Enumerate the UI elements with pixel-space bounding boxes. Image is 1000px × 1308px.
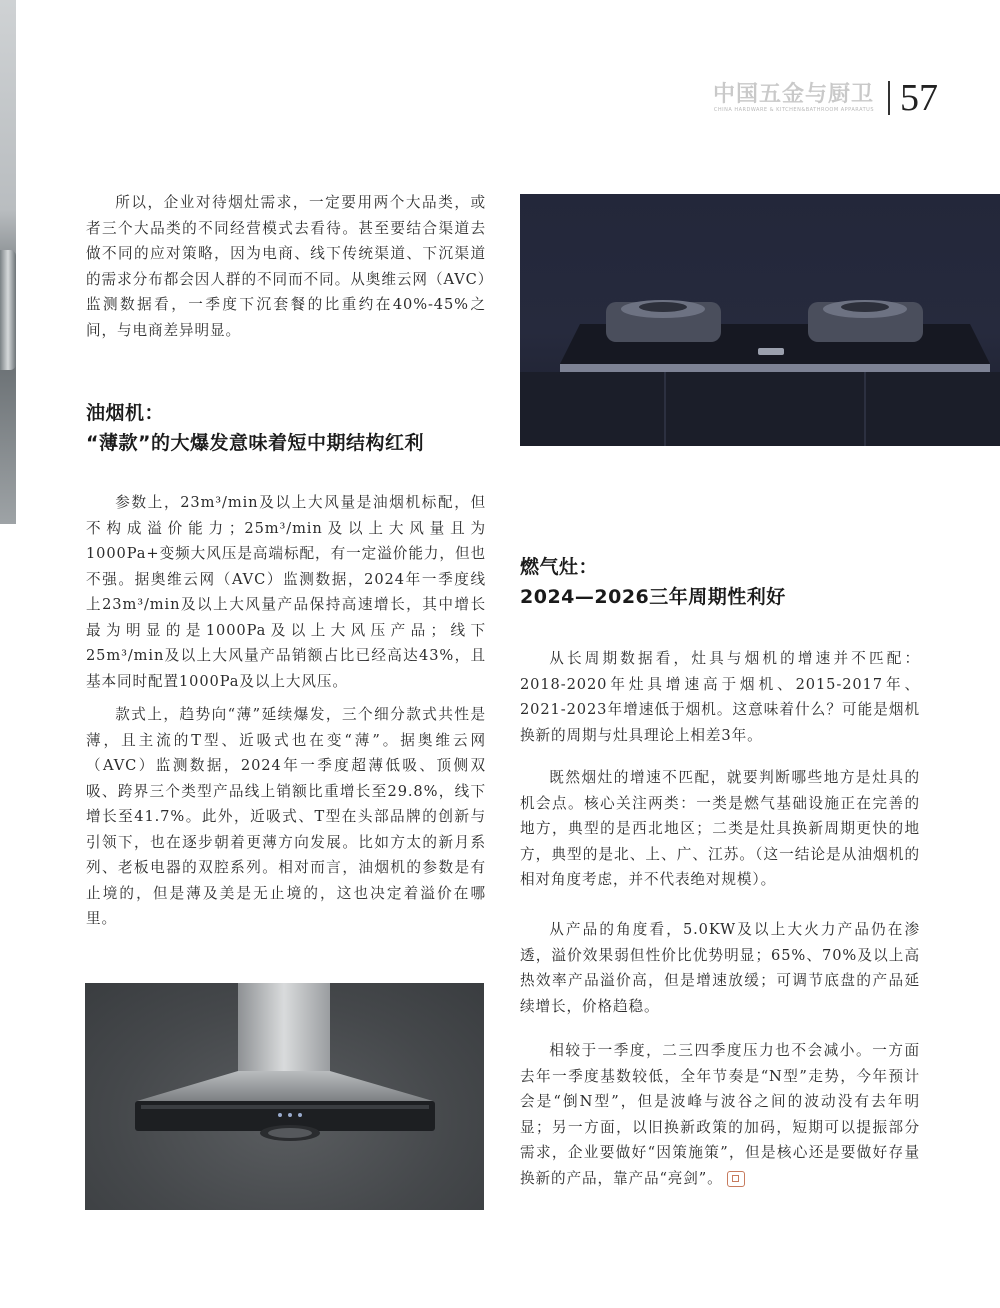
stove-heading-line1: 燃气灶： — [520, 556, 599, 578]
magazine-logo — [713, 83, 874, 113]
stove-paragraph-3: 从产品的角度看，5.0KW及以上大火力产品仍在渗透，溢价效果弱但性价比优势明显；65%、70%及以上高热效率产品溢价高，但是增速放缓；可调节底盘的产品延续增长，价格趋稳。 — [520, 921, 920, 1015]
hood-heading-line2: “薄款”的大爆发意味着短中期结构红利 — [86, 432, 424, 454]
header-divider — [888, 81, 890, 115]
range-hood-illustration — [85, 983, 484, 1210]
page-number: 57 — [900, 77, 938, 119]
end-mark-icon — [727, 1171, 745, 1187]
stove-heading-line2: 2024—2026三年周期性利好 — [520, 586, 786, 608]
logo-text: 中国五金与厨卫 — [712, 82, 874, 107]
logo-subtitle: CHINA HARDWARE & KITCHEN&BATHROOM APPARATUS — [713, 107, 874, 113]
stove-paragraph-2: 既然烟灶的增速不匹配，就要判断哪些地方是灶具的机会点。核心关注两类：一类是燃气基础设施正在完善的地方，典型的是西北地区；二类是灶具换新周期更快的地方，典型的是北、上、广、江苏。（这一结论是从油烟机的相对角度考虑，并不代表绝对规模）。 — [520, 769, 920, 888]
hood-heading-line1: 油烟机： — [86, 402, 165, 424]
page-header — [713, 78, 938, 118]
gas-stove-photo — [520, 194, 1000, 446]
stove-heading — [520, 552, 970, 612]
intro-paragraph: 所以，企业对待烟灶需求，一定要用两个大品类，或者三个大品类的不同经营模式去看待。甚至要结合渠道去做不同的应对策略，因为电商、线下传统渠道、下沉渠道的需求分布都会因人群的不同而不同。从奥维云网（AVC）监测数据看，一季度下沉套餐的比重约在40%-45%之间，与电商差异明显。 — [86, 194, 486, 339]
range-hood-photo — [85, 983, 484, 1210]
stove-paragraph-4-text: 相较于一季度，二三四季度压力也不会减小。一方面去年一季度基数较低，全年节奏是“N型”走势，今年预计会是“倒N型”，但是波峰与波谷之间的波动没有去年明显；另一方面，以旧换新政策的加码，短期可以提振部分需求，企业要做好“因策施策”，但是核心还是要做好存量换新的产品，靠产品“亮剑”。 — [520, 1042, 920, 1187]
hood-heading — [86, 398, 496, 458]
hood-paragraph-2: 款式上，趋势向“薄”延续爆发，三个细分款式共性是薄，且主流的T型、近吸式也在变“薄”。据奥维云网（AVC）监测数据，2024年一季度超薄低吸、顶侧双吸、跨界三个类型产品线上销额比重增长至29.8%，线下增长至41.7%。此外，近吸式、T型在头部品牌的创新与引领下，也在逐步朝着更薄方向发展。比如方太的新月系列、老板电器的双腔系列。相对而言，油烟机的参数是有止境的，但是薄及美是无止境的，这也决定着溢价在哪里。 — [86, 706, 486, 927]
stove-paragraph-1: 从长周期数据看，灶具与烟机的增速并不匹配：2018-2020年灶具增速高于烟机、2015-2017年、2021-2023年增速低于烟机。这意味着什么？可能是烟机换新的周期与灶具理论上相差3年。 — [520, 650, 920, 744]
stove-paragraph-4 — [520, 1038, 920, 1191]
hood-paragraph-1: 参数上，23m³/min及以上大风量是油烟机标配，但不构成溢价能力；25m³/min及以上大风量且为1000Pa+变频大风压是高端标配，有一定溢价能力，但也不强。据奥维云网（AVC）监测数据，2024年一季度线上23m³/min及以上大风量产品保持高速增长，其中增长最为明显的是1000Pa及以上大风压产品；线下25m³/min及以上大风量产品销额占比已经高达43%，且基本同时配置1000Pa及以上大风压。 — [86, 494, 486, 690]
edge-photo-strip — [0, 0, 16, 524]
gas-stove-illustration — [520, 194, 1000, 446]
